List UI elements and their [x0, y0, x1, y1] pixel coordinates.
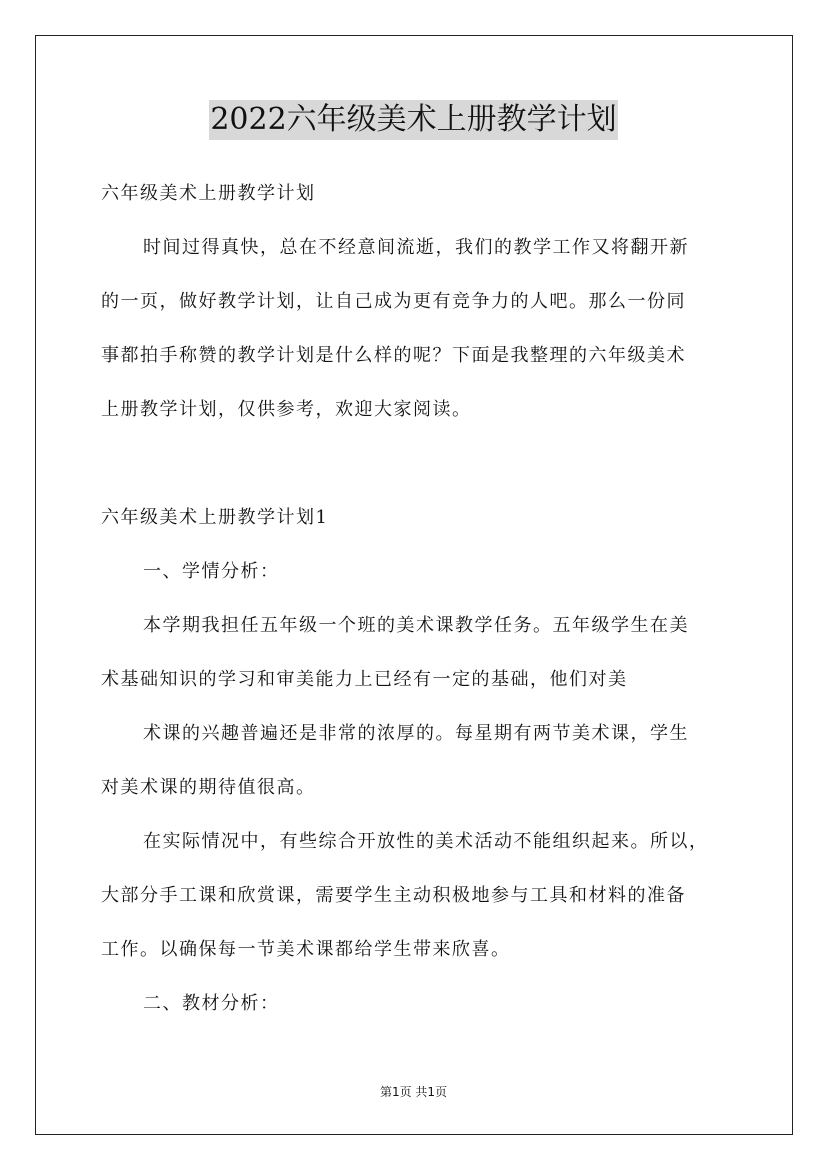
intro-line: 上册教学计划，仅供参考，欢迎大家阅读。	[101, 399, 472, 420]
page-footer: 第1页 共1页	[379, 1085, 448, 1099]
paragraph-line: 术基础知识的学习和审美能力上已经有一定的基础，他们对美	[101, 669, 628, 690]
document-title: 2022六年级美术上册教学计划	[209, 100, 617, 140]
paragraph-line: 术课的兴趣普遍还是非常的浓厚的。每星期有两节美术课，学生	[143, 723, 689, 744]
paragraph-line: 对美术课的期待值很高。	[101, 777, 316, 798]
intro-line: 事都拍手称赞的教学计划是什么样的呢？下面是我整理的六年级美术	[101, 345, 686, 366]
paragraph-line: 工作。以确保每一节美术课都给学生带来欣喜。	[101, 939, 511, 960]
paragraph-line: 在实际情况中，有些综合开放性的美术活动不能组织起来。所以，	[143, 831, 709, 852]
intro-line: 时间过得真快，总在不经意间流逝，我们的教学工作又将翻开新	[143, 237, 689, 258]
intro-line: 的一页，做好教学计划，让自己成为更有竞争力的人吧。那么一份同	[101, 291, 686, 312]
section-title: 六年级美术上册教学计划1	[101, 507, 329, 528]
section-heading: 一、学情分析：	[143, 561, 280, 582]
paragraph-line: 本学期我担任五年级一个班的美术课教学任务。五年级学生在美	[143, 615, 689, 636]
document-subtitle: 六年级美术上册教学计划	[101, 183, 316, 204]
paragraph-line: 大部分手工课和欣赏课，需要学生主动积极地参与工具和材料的准备	[101, 885, 686, 906]
section-heading: 二、教材分析：	[143, 993, 280, 1014]
title-container	[0, 100, 827, 140]
